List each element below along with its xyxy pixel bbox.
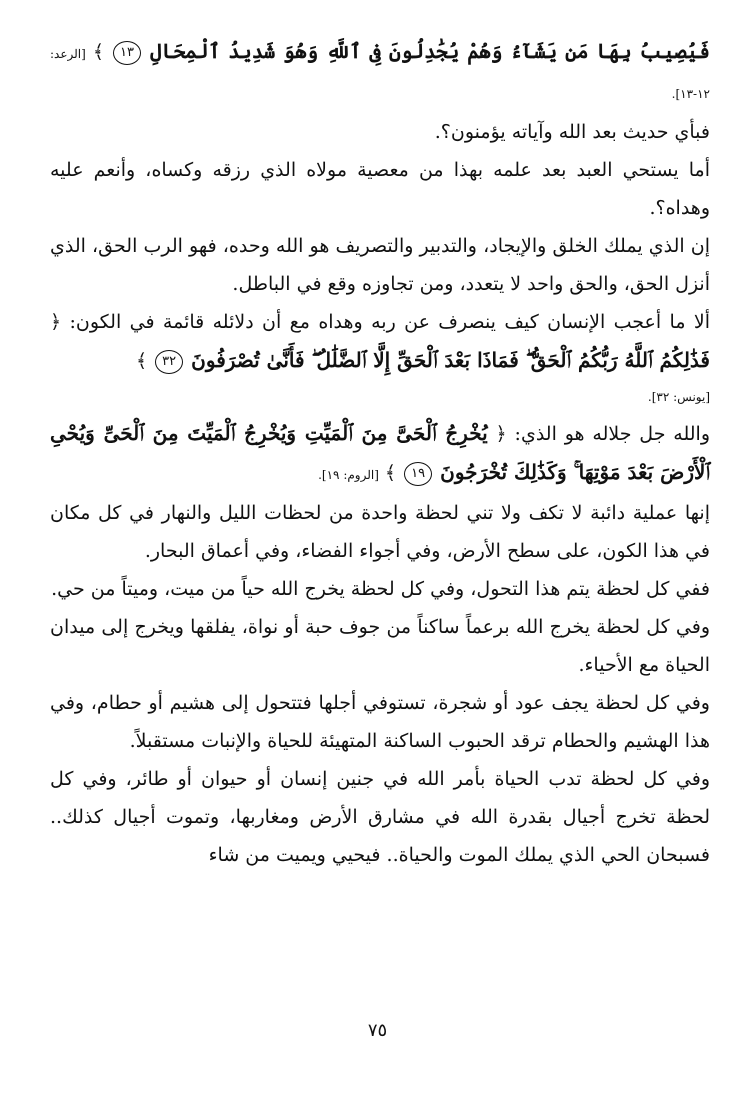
ayah-number-marker: ٣٢	[155, 350, 183, 374]
paragraph: أما يستحي العبد بعد علمه بهذا من معصية مولاه الذي رزقه وكساه، وأنعم عليه وهداه؟.	[50, 159, 710, 219]
paragraph-text: ألا ما أعجب الإنسان كيف ينصرف عن ربه وهداه مع أن دلائله قائمة في الكون:	[69, 311, 710, 333]
paragraph: وفي كل لحظة يخرج الله برعماً ساكناً من جوف حبة أو نواة، يفلقها ويخرج إلى ميدان الحياة مع الأحياء.	[50, 616, 711, 676]
paragraph: إن الذي يملك الخلق والإيجاد، والتدبير والتصريف هو الله وحده، فهو الرب الحق، الذي أنزل الحق، والحق واحد لا يتعدد، ومن تجاوزه وقع في الباطل.	[50, 235, 710, 295]
paragraph: إنها عملية دائبة لا تكف ولا تني لحظة واحدة من لحظات الليل والنهار في كل مكان في هذا الكون، على سطح الأرض، وفي أجواء الفضاء، وفي أعماق البحار.	[50, 502, 710, 562]
paragraph-text: والله جل جلاله هو الذي:	[514, 423, 711, 445]
verse-block-1	[50, 32, 710, 113]
verse-ornament: ﴿	[495, 423, 507, 445]
verse-ornament: ﴿	[50, 311, 62, 333]
ayah-number-marker: ١٣	[113, 41, 141, 65]
verse-ornament: ﴾	[135, 350, 148, 372]
paragraph-with-verse	[50, 414, 710, 494]
paragraph: وفي كل لحظة تدب الحياة بأمر الله في جنين إنسان أو حيوان أو طائر، وفي كل لحظة تخرج أجيال بقدرة الله في مشارق الأرض ومغاربها، وتموت أجيال كذلك.. فسبحان الحي الذي يملك الموت والحياة.. فيحيي ويميت من شاء	[50, 768, 710, 866]
verse-reference: [الرعد: ١٢-١٣].	[50, 47, 710, 101]
ayah-number-marker: ١٩	[404, 462, 432, 486]
verse-ornament: ﴾	[92, 41, 104, 63]
page-body	[50, 32, 710, 874]
verse-reference: [يونس: ٣٢].	[647, 390, 710, 404]
quran-verse-3: يُخْرِجُ ٱلْحَىَّ مِنَ ٱلْمَيِّتِ وَيُخْرِجُ ٱلْمَيِّتَ مِنَ ٱلْحَىِّ وَيُحْىِ ٱلْأَرْضَ بَعْدَ مَوْتِهَا ۚ وَكَذَٰلِكَ تُخْرَجُونَ	[50, 421, 710, 484]
quran-verse-2: فَذَٰلِكُمُ ٱللَّهُ رَبُّكُمُ ٱلْحَقُّ ۖ فَمَاذَا بَعْدَ ٱلْحَقِّ إِلَّا ٱلضَّلَٰلُ ۖ فَأَنَّىٰ تُصْرَفُونَ	[191, 348, 710, 372]
verse-reference: [الروم: ١٩].	[318, 468, 379, 482]
paragraph-with-verse	[50, 303, 710, 380]
page-number: ٧٥	[367, 1020, 388, 1041]
paragraph: فبأي حديث بعد الله وآياته يؤمنون؟.	[434, 121, 710, 143]
paragraph: وفي كل لحظة يجف عود أو شجرة، تستوفي أجلها فتتحول إلى هشيم أو حطام، وفي هذا الهشيم والحطام ترقد الحبوب الساكنة المتهيئة للحياة والإنبات مستقبلاً.	[50, 692, 710, 752]
paragraph: ففي كل لحظة يتم هذا التحول، وفي كل لحظة يخرج الله حياً من ميت، وميتاً من حي.	[51, 578, 710, 600]
verse-ornament: ﴾	[384, 462, 397, 484]
quran-verse-1: فَيُصِيبُ بِهَا مَن يَشَآءُ وَهُمْ يُجَٰدِلُونَ فِى ٱللَّهِ وَهُوَ شَدِيدُ ٱلْمِحَالِ	[150, 39, 710, 63]
